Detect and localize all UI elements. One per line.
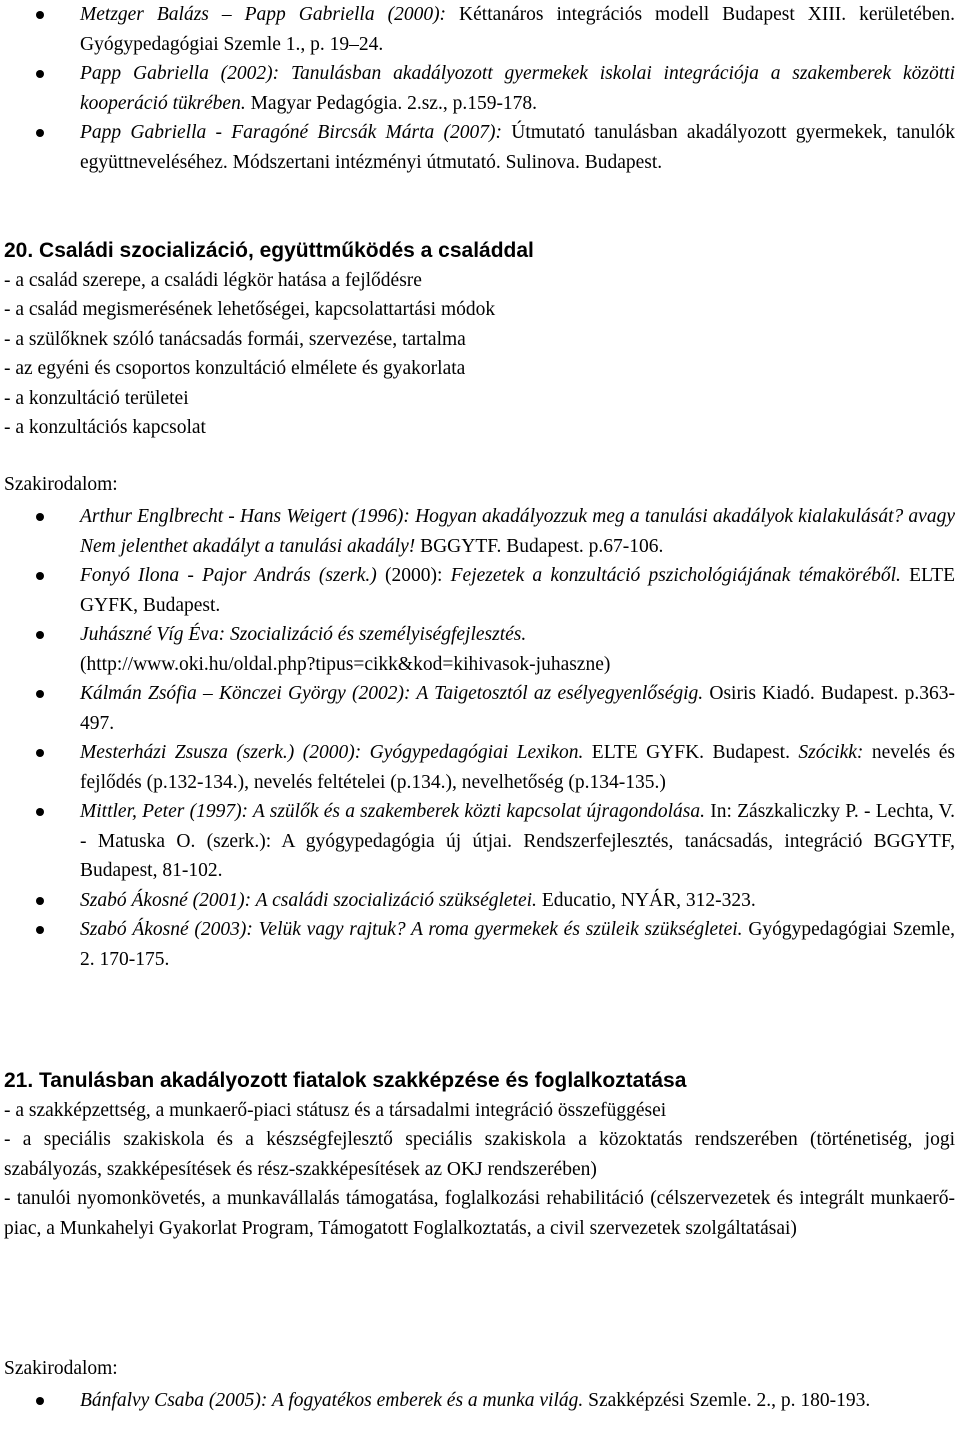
- section-20-reference-list: [0, 502, 960, 974]
- reference-source: ELTE GYFK, Budapest.: [80, 565, 955, 616]
- bullet-icon: [36, 690, 44, 698]
- reference-author-title: Mesterházi Zsusza (szerk.) (2000): Gyógypedagógiai Lexikon.: [80, 742, 584, 763]
- bullet-icon: [36, 631, 44, 639]
- topic-line: - a család megismerésének lehetőségei, kapcsolattartási módok: [4, 299, 496, 320]
- reference-author-title: Juhászné Víg Éva: Szocializáció és személyiségfejlesztés.: [80, 624, 527, 645]
- section-heading: 20. Családi szocializáció, együttműködés a családdal: [4, 239, 534, 262]
- reference-item: [0, 738, 960, 797]
- reference-author-title: Bánfalvy Csaba (2005): A fogyatékos emberek és a munka világ.: [80, 1390, 584, 1411]
- reference-item: [0, 620, 960, 679]
- bullet-icon: [36, 129, 44, 137]
- topic-line: - tanulói nyomonkövetés, a munkavállalás támogatása, foglalkozási rehabilitáció (célszervezetek és integrált munkaerő-piac, a Munkahelyi Gyakorlat Program, Támogatott Foglalkoztatás, a civil szervezetek szolgáltatásai): [4, 1188, 955, 1239]
- reference-item: [0, 886, 960, 916]
- reference-item: [0, 797, 960, 886]
- reference-item: [0, 118, 960, 177]
- topic-line: - a család szerepe, a családi légkör hatása a fejlődésre: [4, 269, 422, 291]
- literature-label: [4, 470, 955, 500]
- reference-source: Educatio, NYÁR, 312-323.: [536, 889, 756, 911]
- bullet-icon: [36, 70, 44, 78]
- topic-line: - a konzultációs kapcsolat: [4, 417, 206, 438]
- reference-item: [0, 561, 960, 620]
- reference-source: Szakképzési Szemle. 2., p. 180-193.: [583, 1390, 871, 1411]
- bullet-icon: [36, 11, 44, 19]
- reference-item: [0, 1386, 960, 1416]
- reference-source: Kéttanáros integrációs modell Budapest XIII. kerületében. Gyógypedagógiai Szemle 1., p. 19–24.: [80, 4, 955, 55]
- reference-item: [0, 915, 960, 974]
- reference-entry-label: Szócikk:: [798, 742, 864, 763]
- reference-item: [0, 679, 960, 738]
- literature-label-text: Szakirodalom:: [4, 474, 118, 495]
- reference-author-title: Arthur Englbrecht - Hans Weigert (1996): Hogyan akadályozzuk meg a tanulási akadályok kialakulását? avagy Nem jelenthet akadályt a tanulási akadály!: [80, 506, 955, 557]
- reference-source: In: Zászkaliczky P. - Lechta, V. - Matuska O. (szerk.): A gyógypedagógia új útjai. Rendszerfejlesztés, tanácsadás, integráció BGGYTF, Budapest, 81-102.: [80, 801, 955, 881]
- reference-author-title: Mittler, Peter (1997): A szülők és a szakemberek közti kapcsolat újragondolása.: [80, 801, 705, 822]
- reference-author-title: Papp Gabriella (2002): Tanulásban akadályozott gyermekek iskolai integrációja a szakemberek közötti kooperáció tükrében.: [80, 63, 955, 114]
- section-21-reference-list: [0, 1386, 960, 1416]
- section-20: [4, 236, 955, 443]
- bullet-icon: [36, 572, 44, 580]
- reference-author-title: Papp Gabriella - Faragóné Bircsák Márta (2007):: [80, 122, 503, 143]
- reference-author-title: Kálmán Zsófia – Könczei György (2002): A Taigetosztól az esélyegyenlőségig.: [80, 683, 704, 704]
- bullet-icon: [36, 513, 44, 521]
- topic-line: - a speciális szakiskola és a készségfejlesztő speciális szakiskola a közoktatás rendszerében (történetiség, jogi szabályozás, szakképesítések és rész-szakképesítések az OKJ rendszerében): [4, 1129, 955, 1180]
- reference-url: (http://www.oki.hu/oldal.php?tipus=cikk&kod=kihivasok-juhaszne): [80, 653, 611, 675]
- reference-source: Magyar Pedagógia. 2.sz., p.159-178.: [245, 92, 538, 114]
- reference-source: (2000):: [376, 565, 451, 586]
- bullet-icon: [36, 749, 44, 757]
- reference-title: Fejezetek a konzultáció pszichológiájának témaköréből.: [450, 565, 901, 586]
- bullet-icon: [36, 1397, 44, 1405]
- reference-source: Útmutató tanulásban akadályozott gyermekek, tanulók együttneveléséhez. Módszertani intézményi útmutató. Sulinova. Budapest.: [80, 122, 955, 173]
- section-21: [4, 1066, 955, 1243]
- bullet-icon: [36, 926, 44, 934]
- reference-author-title: Metzger Balázs – Papp Gabriella (2000):: [80, 4, 447, 25]
- literature-label: [4, 1354, 955, 1384]
- topic-line: - a szakképzettség, a munkaerő-piaci státusz és a társadalmi integráció összefüggései: [4, 1099, 667, 1121]
- literature-label-text: Szakirodalom:: [4, 1358, 118, 1379]
- reference-item: [0, 59, 960, 118]
- topic-line: - a szülőknek szóló tanácsadás formái, szervezése, tartalma: [4, 328, 466, 350]
- bullet-icon: [36, 897, 44, 905]
- reference-author-title: Szabó Ákosné (2001): A családi szocializáció szükségletei.: [80, 889, 537, 911]
- section-heading: 21. Tanulásban akadályozott fiatalok szakképzése és foglalkoztatása: [4, 1069, 687, 1092]
- reference-source: Gyógypedagógiai Szemle, 2. 170-175.: [80, 919, 955, 970]
- reference-author-title: Szabó Ákosné (2003): Velük vagy rajtuk? A roma gyermekek és szüleik szükségletei.: [80, 919, 743, 940]
- topic-line: - az egyéni és csoportos konzultáció elmélete és gyakorlata: [4, 358, 466, 379]
- top-reference-list: [0, 0, 960, 177]
- reference-source: Osiris Kiadó. Budapest. p.363-497.: [80, 683, 955, 734]
- reference-source: nevelés és fejlődés (p.132-134.), nevelés feltételei (p.134.), nevelhetőség (p.134-135.): [80, 742, 955, 793]
- topic-line: - a konzultáció területei: [4, 387, 189, 409]
- reference-author-title: Fonyó Ilona - Pajor András (szerk.): [80, 565, 377, 586]
- reference-item: [0, 0, 960, 59]
- reference-item: [0, 502, 960, 561]
- reference-source: ELTE GYFK. Budapest.: [583, 742, 799, 763]
- reference-source: BGGYTF. Budapest. p.67-106.: [415, 535, 664, 557]
- bullet-icon: [36, 808, 44, 816]
